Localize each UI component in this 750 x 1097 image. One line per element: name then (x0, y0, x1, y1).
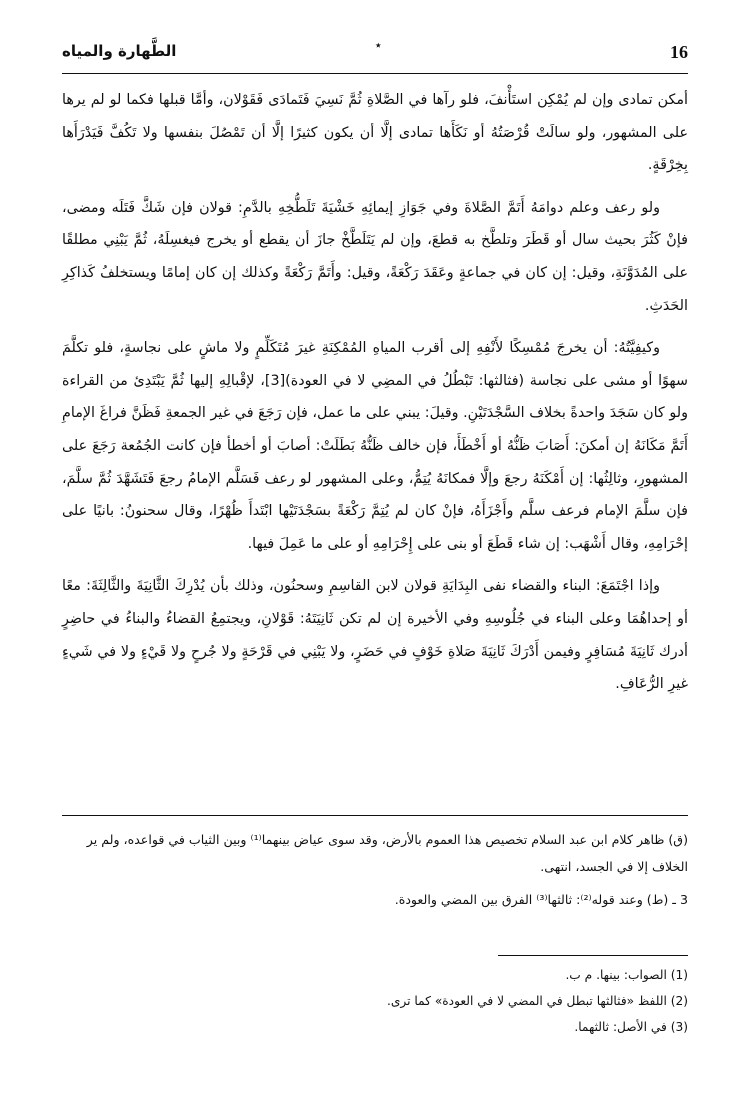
page-header (62, 38, 688, 72)
apparatus-note: (3) في الأصل: ثالثهما. (574, 1020, 688, 1034)
apparatus-divider (498, 955, 688, 956)
main-text (62, 84, 688, 711)
paragraph: وإذا اجْتَمَعَ: البناء والقضاء نفى البِدَايَةِ قولان لابن القاسِمِ وسحنُون، وذلك بأن يُدْرِكَ الثَّانِيَةَ والثَّالِثَةَ: معًا أو إحداهُمَا وعلى البناء في جُلُوسِهِ وفي الأخيرة إن لم تكن ثَانِيَتَهُ: قَوْلانِ، ويجتمِعُ القضاءُ والبناءُ في حاضِرٍ أدرك ثَانِيَةَ مُسَافِرٍ وفيمن أَدْرَكَ ثَانِيَةَ صَلاةِ خَوْفٍ في حَضَرٍ، ولا يَبْنِي في قَرْحَةٍ ولا جُرحٍ ولا قَيْءٍ ولا في شَيءٍ غيرِ الرُّعَافِ. (62, 578, 688, 693)
commentary-note: (ق) ظاهر كلام ابن عبد السلام تخصيص هذا العموم بالأرض، وقد سوى عياض بينهما⁽¹⁾ وبين الثياب في قواعده، ولم ير الخلاف إلا في الجسد، انتهى. (86, 832, 688, 874)
paragraph: وكيفِيَّتُهُ: أن يخرجَ مُمْسِكًا لأَنْفِهِ إلى أقرب المياهِ المُمْكِنَةِ غيرَ مُتَكَلِّمٍ ولا ماشٍ على نجاسةٍ، فلو تكلَّمَ سهوًا أو مشى على نجاسة (فثالثها: تَبْطُلُ في المضِي لا في العودة)[3]، لإقْبالِهِ إليها ثُمَّ يَبْتَدِئ من القراءة ولو كان سَجَدَ واحدةً بخلاف السَّجْدَتَيْنِ. وقيلَ: يبني على ما عمل، فإن رَجَعَ في غير الجمعةِ فَظَنَّ فراغَ الإمامِ أَتَمَّ مَكَانَهُ إن أمكنَ: أَصَابَ ظَنُّهُ أو أَخْطَأَ، فإن خالف ظَنُّهُ بَطَلَتْ: أصابَ أو أخطأ فإن كانت الجُمُعة رَجَعَ على المشهورِ، وثالِثُها: إن أَمْكَنَهُ رجعَ وإلَّا فمكانَهُ يُتِمُّ، وعلى المشهور لو رعف فَسَلَّم الإمامُ رجعَ فَتَشَهَّدَ ثُمَّ سلَّمَ، فإن سلَّمَ الإمام فرعف سلَّم وأَجْزَأَهُ، فإنْ كان لم يُتِمَّ رَكْعَةً بسَجْدَتَيْها ابْتَدأَ ظُهْرًا، وقال سحنونُ: بانيًا على إحْرَامِهِ، وقال أَشْهَب: إن شاء قَطَعَ أو بنى على إِحْرَامِهِ أو على ما عَمِلَ فيها. (62, 340, 688, 552)
critical-apparatus (62, 962, 688, 1040)
paragraph: أمكن تمادى وإن لم يُمْكِن استَأْنفَ، فلو رآها في الصَّلاةِ ثُمَّ نَسِيَ فَتَمادَى فَقَوْلان، وأمَّا قبلها فكما لو لم يرها على المشهور، ولو سالَتْ قُرْصَتُهُ أو نَكَأَها تمادى إلَّا أن يكون كثيرًا إلَّا أن تَمْصُلَ بنفسها ولا تَكُفَّ فَيَدْرَأَها بِخِرْقَةٍ. (62, 92, 688, 174)
page-number: 16 (670, 42, 688, 62)
header-ornament: ٭ (375, 38, 382, 52)
commentary-notes (62, 826, 688, 919)
apparatus-note: (1) الصواب: بينها. م ب. (565, 968, 688, 982)
header-rule (62, 73, 688, 74)
running-title: الطَّهارة والمياه (62, 42, 177, 60)
footnote-divider (62, 815, 688, 816)
apparatus-note: (2) اللفظ «فثالثها تبطل في المضي لا في العودة» كما ترى. (386, 994, 688, 1008)
paragraph: ولو رعف وعلم دوامَهُ أَتَمَّ الصَّلاةَ وفي جَوَازِ إيمائِهِ خَشْيَةَ تَلَطُّخِهِ بالدَّمِ: قولان فإن شَكَّ فَتَلَه ومضى، فإنْ كَثُرَ بحيث سال أو قَطَرَ وتلطَّخ به قطعَ، وإن لم يَتَلَطَّخْ جازَ أن يقطع أو يخرج فيغسِلَهُ، ثُمَّ يَبْنِي مطلقًا على المُدَوَّنَةِ، وقيل: إن كان في جماعةٍ وعَقَدَ رَكْعَةً، وقيل: وأَتَمَّ رَكْعَةً وكذلك إن كان إمامًا ويستخلفُ كَذاكِرِ الحَدَثِ. (62, 199, 688, 314)
commentary-note: 3 ـ (ط) وعند قوله⁽²⁾: ثالثها⁽³⁾ الفرق بين المضي والعودة. (394, 892, 688, 907)
